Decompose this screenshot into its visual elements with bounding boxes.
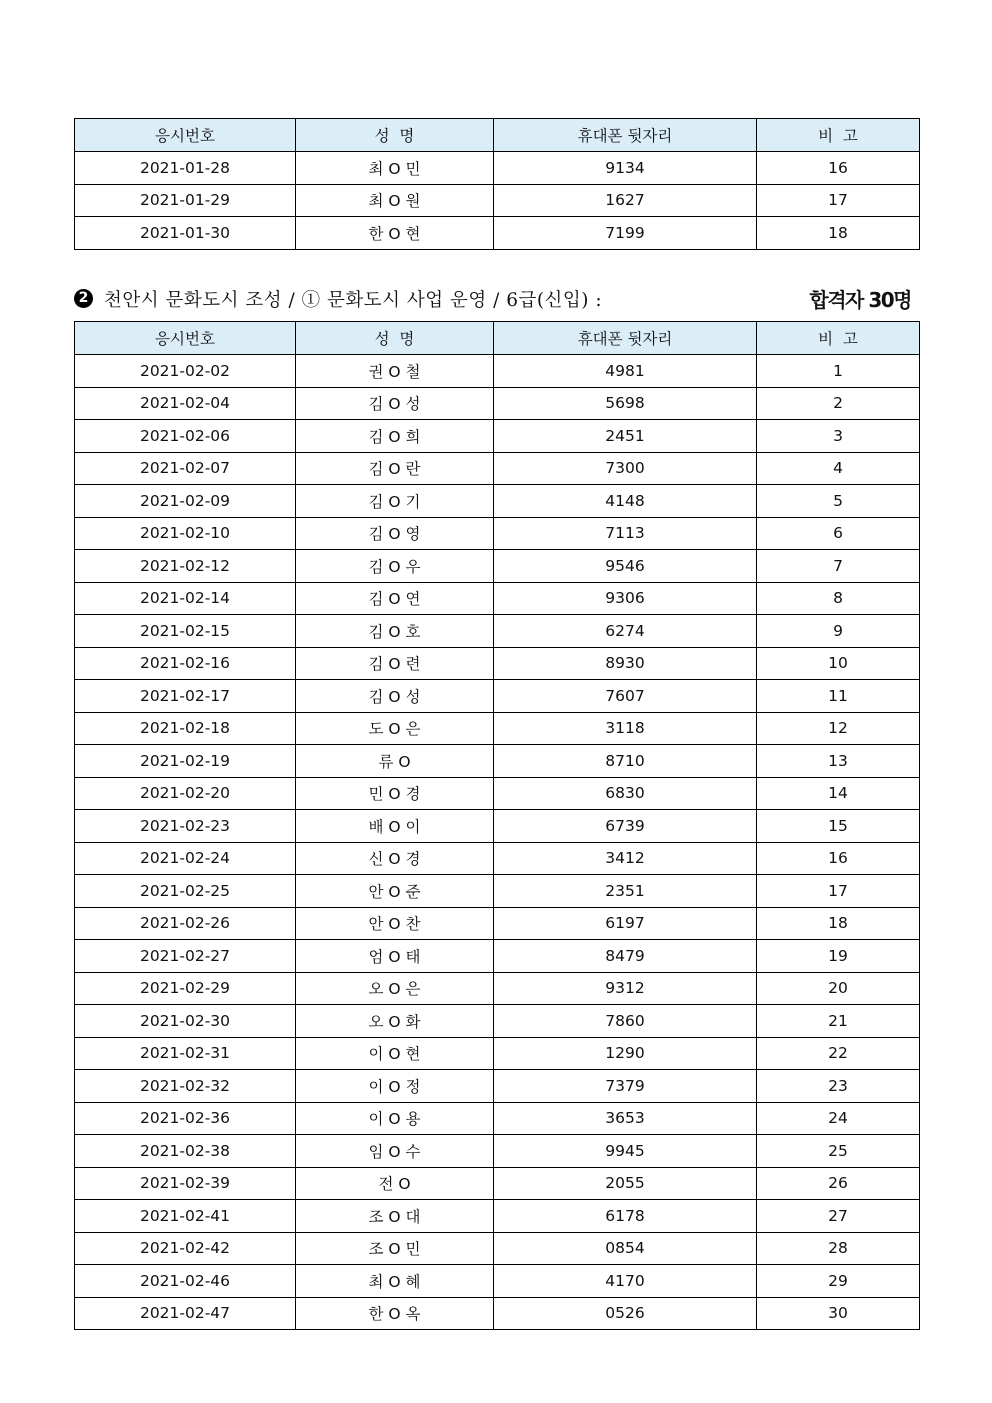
cell-remarks: 15 bbox=[757, 810, 920, 843]
cell-name: 조 O 민 bbox=[296, 1232, 494, 1265]
cell-exam-number: 2021-02-39 bbox=[75, 1167, 296, 1200]
number-bullet-icon: 2 bbox=[74, 289, 93, 308]
cell-exam-number: 2021-02-02 bbox=[75, 355, 296, 388]
cell-remarks: 6 bbox=[757, 517, 920, 550]
header-name: 성 명 bbox=[296, 322, 494, 355]
cell-phone-last-digits: 7860 bbox=[494, 1005, 757, 1038]
table-row bbox=[75, 842, 920, 875]
cell-phone-last-digits: 7199 bbox=[494, 217, 757, 250]
cell-name: 이 O 용 bbox=[296, 1102, 494, 1135]
table-row bbox=[75, 875, 920, 908]
table-row bbox=[75, 420, 920, 453]
cell-exam-number: 2021-02-23 bbox=[75, 810, 296, 843]
cell-phone-last-digits: 9945 bbox=[494, 1135, 757, 1168]
pass-count: 합격자 30명 bbox=[809, 288, 911, 312]
table-row bbox=[75, 452, 920, 485]
cell-exam-number: 2021-02-31 bbox=[75, 1037, 296, 1070]
cell-exam-number: 2021-02-14 bbox=[75, 582, 296, 615]
cell-name: 안 O 준 bbox=[296, 875, 494, 908]
cell-remarks: 20 bbox=[757, 972, 920, 1005]
cell-phone-last-digits: 3653 bbox=[494, 1102, 757, 1135]
cell-exam-number: 2021-01-29 bbox=[75, 184, 296, 217]
cell-phone-last-digits: 9306 bbox=[494, 582, 757, 615]
cell-phone-last-digits: 2055 bbox=[494, 1167, 757, 1200]
header-remarks: 비 고 bbox=[757, 119, 920, 152]
cell-exam-number: 2021-02-09 bbox=[75, 485, 296, 518]
cell-phone-last-digits: 8710 bbox=[494, 745, 757, 778]
table-row bbox=[75, 647, 920, 680]
cell-remarks: 23 bbox=[757, 1070, 920, 1103]
cell-phone-last-digits: 3412 bbox=[494, 842, 757, 875]
cell-phone-last-digits: 4981 bbox=[494, 355, 757, 388]
table-row bbox=[75, 1200, 920, 1233]
cell-exam-number: 2021-02-38 bbox=[75, 1135, 296, 1168]
cell-exam-number: 2021-02-16 bbox=[75, 647, 296, 680]
table-row bbox=[75, 810, 920, 843]
cell-name: 최 O 혜 bbox=[296, 1265, 494, 1298]
table-row bbox=[75, 1070, 920, 1103]
cell-name: 김 O 호 bbox=[296, 615, 494, 648]
cell-name: 배 O 이 bbox=[296, 810, 494, 843]
table-row bbox=[75, 972, 920, 1005]
cell-exam-number: 2021-01-28 bbox=[75, 152, 296, 185]
table-row bbox=[75, 940, 920, 973]
cell-remarks: 25 bbox=[757, 1135, 920, 1168]
cell-phone-last-digits: 1290 bbox=[494, 1037, 757, 1070]
cell-remarks: 28 bbox=[757, 1232, 920, 1265]
cell-remarks: 27 bbox=[757, 1200, 920, 1233]
cell-name: 김 O 성 bbox=[296, 680, 494, 713]
table-row bbox=[75, 184, 920, 217]
cell-phone-last-digits: 8930 bbox=[494, 647, 757, 680]
cell-phone-last-digits: 0526 bbox=[494, 1297, 757, 1330]
cell-exam-number: 2021-02-27 bbox=[75, 940, 296, 973]
table-row bbox=[75, 680, 920, 713]
cell-exam-number: 2021-02-46 bbox=[75, 1265, 296, 1298]
cell-exam-number: 2021-02-12 bbox=[75, 550, 296, 583]
table-row bbox=[75, 485, 920, 518]
cell-phone-last-digits: 4148 bbox=[494, 485, 757, 518]
cell-name: 김 O 란 bbox=[296, 452, 494, 485]
table-row bbox=[75, 1005, 920, 1038]
cell-name: 김 O 연 bbox=[296, 582, 494, 615]
cell-remarks: 12 bbox=[757, 712, 920, 745]
cell-remarks: 14 bbox=[757, 777, 920, 810]
cell-name: 오 O 은 bbox=[296, 972, 494, 1005]
cell-phone-last-digits: 7113 bbox=[494, 517, 757, 550]
cell-remarks: 21 bbox=[757, 1005, 920, 1038]
cell-exam-number: 2021-02-42 bbox=[75, 1232, 296, 1265]
cell-phone-last-digits: 2451 bbox=[494, 420, 757, 453]
cell-phone-last-digits: 9134 bbox=[494, 152, 757, 185]
cell-remarks: 4 bbox=[757, 452, 920, 485]
cell-name: 김 O 련 bbox=[296, 647, 494, 680]
table-row bbox=[75, 1232, 920, 1265]
cell-phone-last-digits: 7379 bbox=[494, 1070, 757, 1103]
table-row bbox=[75, 1135, 920, 1168]
cell-name: 신 O 경 bbox=[296, 842, 494, 875]
table-row bbox=[75, 615, 920, 648]
cell-name: 조 O 대 bbox=[296, 1200, 494, 1233]
cell-name: 김 O 성 bbox=[296, 387, 494, 420]
results-table-1 bbox=[74, 118, 920, 250]
cell-remarks: 24 bbox=[757, 1102, 920, 1135]
table-row bbox=[75, 550, 920, 583]
table-row bbox=[75, 217, 920, 250]
cell-name: 전 O bbox=[296, 1167, 494, 1200]
cell-remarks: 19 bbox=[757, 940, 920, 973]
cell-remarks: 16 bbox=[757, 152, 920, 185]
cell-exam-number: 2021-02-47 bbox=[75, 1297, 296, 1330]
cell-exam-number: 2021-02-19 bbox=[75, 745, 296, 778]
cell-phone-last-digits: 6197 bbox=[494, 907, 757, 940]
cell-phone-last-digits: 9312 bbox=[494, 972, 757, 1005]
cell-remarks: 10 bbox=[757, 647, 920, 680]
cell-remarks: 2 bbox=[757, 387, 920, 420]
cell-name: 이 O 정 bbox=[296, 1070, 494, 1103]
cell-name: 김 O 영 bbox=[296, 517, 494, 550]
cell-remarks: 18 bbox=[757, 907, 920, 940]
header-remarks: 비 고 bbox=[757, 322, 920, 355]
cell-name: 권 O 철 bbox=[296, 355, 494, 388]
cell-phone-last-digits: 4170 bbox=[494, 1265, 757, 1298]
table-row bbox=[75, 1265, 920, 1298]
cell-exam-number: 2021-02-30 bbox=[75, 1005, 296, 1038]
table-header-row bbox=[75, 119, 920, 152]
header-name: 성 명 bbox=[296, 119, 494, 152]
cell-remarks: 8 bbox=[757, 582, 920, 615]
cell-remarks: 1 bbox=[757, 355, 920, 388]
header-exam-number: 응시번호 bbox=[75, 119, 296, 152]
cell-remarks: 29 bbox=[757, 1265, 920, 1298]
table-row bbox=[75, 777, 920, 810]
cell-name: 한 O 옥 bbox=[296, 1297, 494, 1330]
cell-exam-number: 2021-02-18 bbox=[75, 712, 296, 745]
cell-phone-last-digits: 5698 bbox=[494, 387, 757, 420]
cell-phone-last-digits: 7300 bbox=[494, 452, 757, 485]
cell-phone-last-digits: 0854 bbox=[494, 1232, 757, 1265]
header-phone-last-digits: 휴대폰 뒷자리 bbox=[494, 322, 757, 355]
table-row bbox=[75, 1297, 920, 1330]
cell-remarks: 11 bbox=[757, 680, 920, 713]
table-body bbox=[75, 152, 920, 250]
table-row bbox=[75, 712, 920, 745]
cell-name: 도 O 은 bbox=[296, 712, 494, 745]
cell-name: 최 O 민 bbox=[296, 152, 494, 185]
cell-phone-last-digits: 6739 bbox=[494, 810, 757, 843]
cell-remarks: 13 bbox=[757, 745, 920, 778]
cell-remarks: 30 bbox=[757, 1297, 920, 1330]
table-row bbox=[75, 517, 920, 550]
cell-name: 임 O 수 bbox=[296, 1135, 494, 1168]
table-row bbox=[75, 387, 920, 420]
section-title: 천안시 문화도시 조성 / ① 문화도시 사업 운영 / 6급(신입) : bbox=[104, 290, 603, 311]
table-row bbox=[75, 1167, 920, 1200]
cell-exam-number: 2021-02-32 bbox=[75, 1070, 296, 1103]
cell-exam-number: 2021-02-26 bbox=[75, 907, 296, 940]
cell-exam-number: 2021-02-10 bbox=[75, 517, 296, 550]
cell-remarks: 16 bbox=[757, 842, 920, 875]
cell-name: 김 O 우 bbox=[296, 550, 494, 583]
cell-name: 오 O 화 bbox=[296, 1005, 494, 1038]
results-table-2 bbox=[74, 321, 920, 1330]
cell-phone-last-digits: 6178 bbox=[494, 1200, 757, 1233]
cell-phone-last-digits: 8479 bbox=[494, 940, 757, 973]
cell-phone-last-digits: 3118 bbox=[494, 712, 757, 745]
table-row bbox=[75, 1037, 920, 1070]
cell-remarks: 26 bbox=[757, 1167, 920, 1200]
section-heading bbox=[74, 284, 919, 316]
table-row bbox=[75, 582, 920, 615]
cell-exam-number: 2021-02-29 bbox=[75, 972, 296, 1005]
cell-remarks: 7 bbox=[757, 550, 920, 583]
cell-name: 민 O 경 bbox=[296, 777, 494, 810]
table-row bbox=[75, 355, 920, 388]
cell-remarks: 17 bbox=[757, 875, 920, 908]
header-exam-number: 응시번호 bbox=[75, 322, 296, 355]
cell-exam-number: 2021-02-04 bbox=[75, 387, 296, 420]
cell-name: 엄 O 태 bbox=[296, 940, 494, 973]
table-body bbox=[75, 355, 920, 1330]
cell-exam-number: 2021-01-30 bbox=[75, 217, 296, 250]
cell-exam-number: 2021-02-20 bbox=[75, 777, 296, 810]
cell-phone-last-digits: 2351 bbox=[494, 875, 757, 908]
table-row bbox=[75, 1102, 920, 1135]
cell-phone-last-digits: 6830 bbox=[494, 777, 757, 810]
cell-remarks: 17 bbox=[757, 184, 920, 217]
cell-remarks: 9 bbox=[757, 615, 920, 648]
table-row bbox=[75, 152, 920, 185]
cell-name: 김 O 기 bbox=[296, 485, 494, 518]
cell-exam-number: 2021-02-24 bbox=[75, 842, 296, 875]
cell-phone-last-digits: 9546 bbox=[494, 550, 757, 583]
cell-exam-number: 2021-02-15 bbox=[75, 615, 296, 648]
cell-name: 이 O 현 bbox=[296, 1037, 494, 1070]
cell-exam-number: 2021-02-41 bbox=[75, 1200, 296, 1233]
cell-exam-number: 2021-02-06 bbox=[75, 420, 296, 453]
cell-phone-last-digits: 7607 bbox=[494, 680, 757, 713]
table-row bbox=[75, 907, 920, 940]
cell-phone-last-digits: 6274 bbox=[494, 615, 757, 648]
cell-name: 김 O 희 bbox=[296, 420, 494, 453]
cell-name: 안 O 찬 bbox=[296, 907, 494, 940]
cell-remarks: 18 bbox=[757, 217, 920, 250]
cell-remarks: 5 bbox=[757, 485, 920, 518]
cell-exam-number: 2021-02-25 bbox=[75, 875, 296, 908]
cell-exam-number: 2021-02-17 bbox=[75, 680, 296, 713]
cell-phone-last-digits: 1627 bbox=[494, 184, 757, 217]
cell-name: 최 O 원 bbox=[296, 184, 494, 217]
table-row bbox=[75, 745, 920, 778]
table-header-row bbox=[75, 322, 920, 355]
cell-remarks: 22 bbox=[757, 1037, 920, 1070]
header-phone-last-digits: 휴대폰 뒷자리 bbox=[494, 119, 757, 152]
cell-exam-number: 2021-02-07 bbox=[75, 452, 296, 485]
cell-name: 한 O 현 bbox=[296, 217, 494, 250]
cell-name: 류 O bbox=[296, 745, 494, 778]
cell-exam-number: 2021-02-36 bbox=[75, 1102, 296, 1135]
cell-remarks: 3 bbox=[757, 420, 920, 453]
